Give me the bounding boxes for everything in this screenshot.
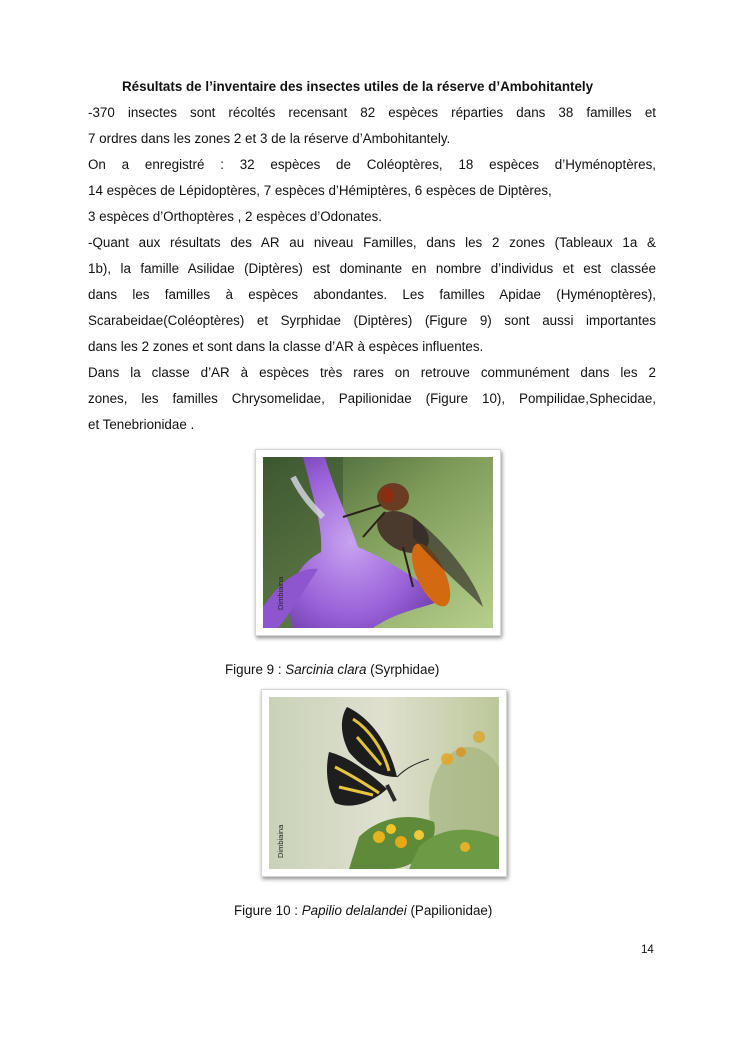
paragraph-line: -370 insectes sont récoltés recensant 82 espèces réparties dans 38 familles et — [88, 105, 656, 120]
paragraph-line: zones, les familles Chrysomelidae, Papilionidae (Figure 10), Pompilidae,Sphecidae, — [88, 391, 656, 406]
paragraph-line: 7 ordres dans les zones 2 et 3 de la réserve d’Ambohitantely. — [88, 131, 451, 146]
paragraph-line: 14 espèces de Lépidoptères, 7 espèces d’Hémiptères, 6 espèces de Diptères, — [88, 183, 552, 198]
figure-9-photo — [255, 449, 501, 636]
paragraph-line: On a enregistré : 32 espèces de Coléoptères, 18 espèces d’Hyménoptères, — [88, 157, 656, 172]
paragraph-line: 3 espèces d’Orthoptères , 2 espèces d’Odonates. — [88, 209, 383, 224]
butterfly-photo-illustration — [269, 697, 499, 869]
paragraph-line: -Quant aux résultats des AR au niveau Familles, dans les 2 zones (Tableaux 1a & — [88, 235, 656, 250]
paragraph-line: 1b), la famille Asilidae (Diptères) est dominante en nombre d’individus et est classée — [88, 261, 656, 276]
paragraph-line: dans les familles à espèces abondantes. Les familles Apidae (Hyménoptères), — [88, 287, 656, 302]
paragraph-line: dans les 2 zones et sont dans la classe d’AR à espèces influentes. — [88, 339, 484, 354]
page-number: 14 — [641, 944, 654, 956]
figure-10-caption: Figure 10 : Papilio delalandei (Papilionidae) — [234, 903, 493, 918]
paragraph-line: Scarabeidae(Coléoptères) et Syrphidae (Diptères) (Figure 9) sont aussi importantes — [88, 313, 656, 328]
figure-9-caption: Figure 9 : Sarcinia clara (Syrphidae) — [225, 662, 440, 677]
photo-watermark: Dimbiaina — [276, 576, 285, 610]
paragraph-line: et Tenebrionidae . — [88, 417, 195, 432]
figure-10-photo — [261, 689, 507, 877]
section-title: Résultats de l’inventaire des insectes utiles de la réserve d’Ambohitantely — [122, 79, 594, 94]
photo-watermark: Dimbiaina — [276, 824, 285, 858]
paragraph-line: Dans la classe d’AR à espèces très rares on retrouve communément dans les 2 — [88, 365, 656, 380]
hoverfly-photo-illustration — [263, 457, 493, 628]
